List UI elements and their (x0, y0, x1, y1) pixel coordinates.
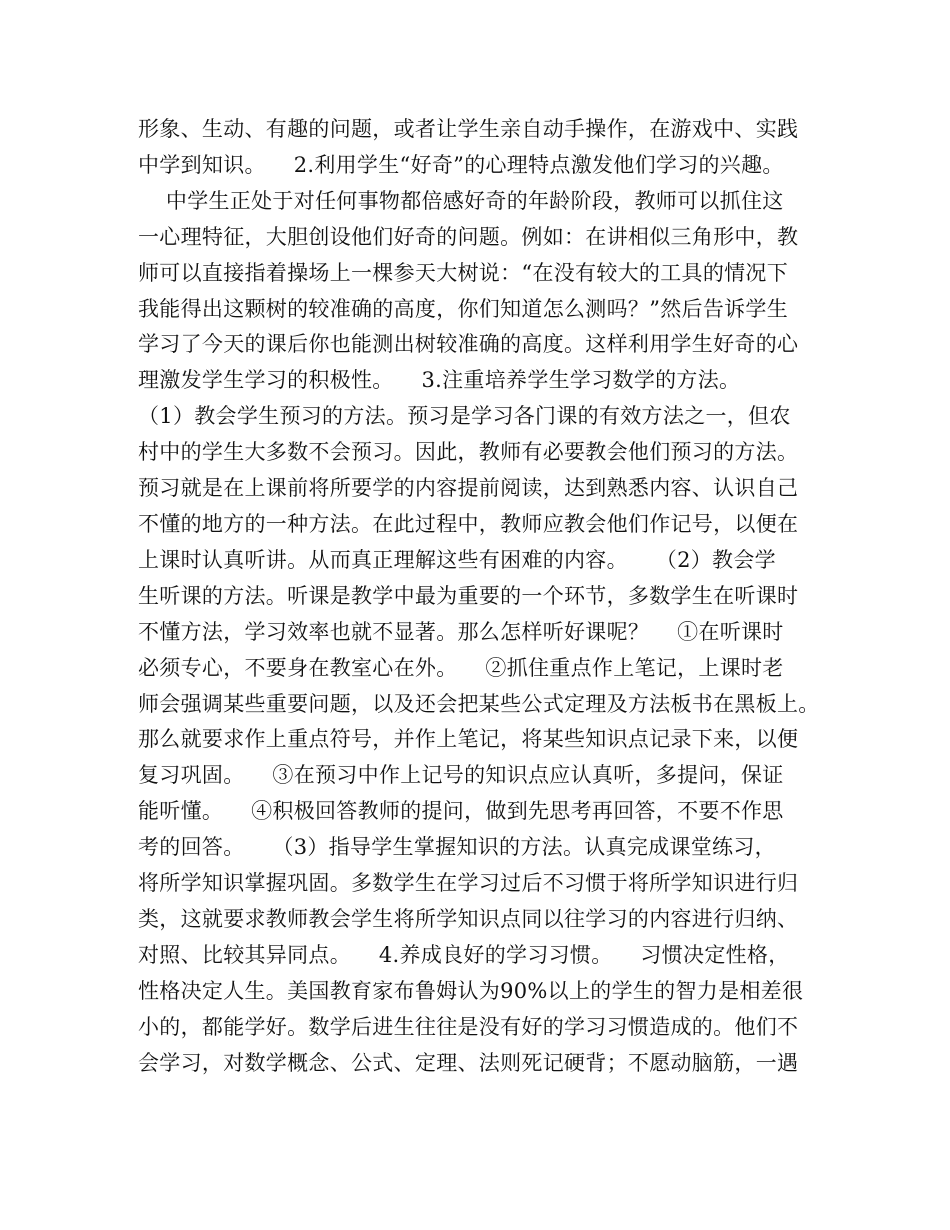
text-line-25: 性格决定人生。美国教育家布鲁姆认为90%以上的学生的智力是相差很 (138, 978, 804, 1003)
text-line-14: 生听课的方法。听课是教学中最为重要的一个环节，多数学生在听课时 (138, 583, 799, 608)
text-line-11: 预习就是在上课前将所要学的内容提前阅读，达到熟悉内容、认识自己 (138, 476, 799, 501)
text-line-2: 中学到知识。 2.利用学生“好奇”的心理特点激发他们学习的兴趣。 (138, 152, 784, 177)
text-line-12: 不懂的地方的一种方法。在此过程中，教师应教会他们作记号，以便在 (138, 511, 799, 536)
text-line-15: 不懂方法，学习效率也就不显著。那么怎样听好课呢？ ①在听课时 (138, 619, 784, 644)
text-line-13: 上课时认真听讲。从而真正理解这些有困难的内容。 （2）教会学 (138, 547, 776, 572)
text-line-10: 村中的学生大多数不会预习。因此，教师有必要教会他们预习的方法。 (138, 440, 799, 465)
text-line-9: （1）教会学生预习的方法。预习是学习各门课的有效方法之一，但农 (138, 404, 791, 429)
text-line-24: 对照、比较其异同点。 4.养成良好的学习习惯。 习惯决定性格， (138, 942, 790, 967)
text-line-19: 复习巩固。 ③在预习中作上记号的知识点应认真听，多提问，保证 (138, 763, 784, 788)
text-line-22: 将所学知识掌握巩固。多数学生在学习过后不习惯于将所学知识进行归 (138, 871, 799, 896)
text-line-7: 学习了今天的课后你也能测出树较准确的高度。这样利用学生好奇的心 (138, 332, 799, 357)
text-line-3: 中学生正处于对任何事物都倍感好奇的年龄阶段，教师可以抓住这 (138, 188, 784, 213)
text-line-1: 形象、生动、有趣的问题，或者让学生亲自动手操作，在游戏中、实践 (138, 117, 799, 141)
text-line-21: 考的回答。 （3）指导学生掌握知识的方法。认真完成课堂练习， (138, 835, 776, 860)
text-line-16: 必须专心，不要身在教室心在外。 ②抓住重点作上笔记，上课时老 (138, 655, 784, 680)
text-line-27: 会学习，对数学概念、公式、定理、法则死记硬背；不愿动脑筋，一遇 (138, 1050, 799, 1075)
text-line-17: 师会强调某些重要问题，以及还会把某些公式定理及方法板书在黑板上。 (138, 691, 820, 716)
text-line-18: 那么就要求作上重点符号，并作上笔记，将某些知识点记录下来，以便 (138, 727, 799, 752)
text-line-23: 类，这就要求教师教会学生将所学知识点同以往学习的内容进行归纳、 (138, 906, 799, 931)
text-line-26: 小的，都能学好。数学后进生往往是没有好的学习习惯造成的。他们不 (138, 1014, 799, 1039)
text-line-20: 能听懂。 ④积极回答教师的提问，做到先思考再回答，不要不作思 (138, 799, 784, 824)
text-line-5: 师可以直接指着操场上一棵参天大树说：“在没有较大的工具的情况下 (138, 260, 789, 285)
body-text (138, 112, 828, 1081)
text-line-8: 理激发学生学习的积极性。 3.注重培养学生学习数学的方法。 (138, 368, 741, 393)
text-line-4: 一心理特征，大胆创设他们好奇的问题。例如：在讲相似三角形中，教 (138, 224, 799, 249)
text-line-6: 我能得出这颗树的较准确的高度，你们知道怎么测吗？”然后告诉学生 (138, 296, 789, 321)
